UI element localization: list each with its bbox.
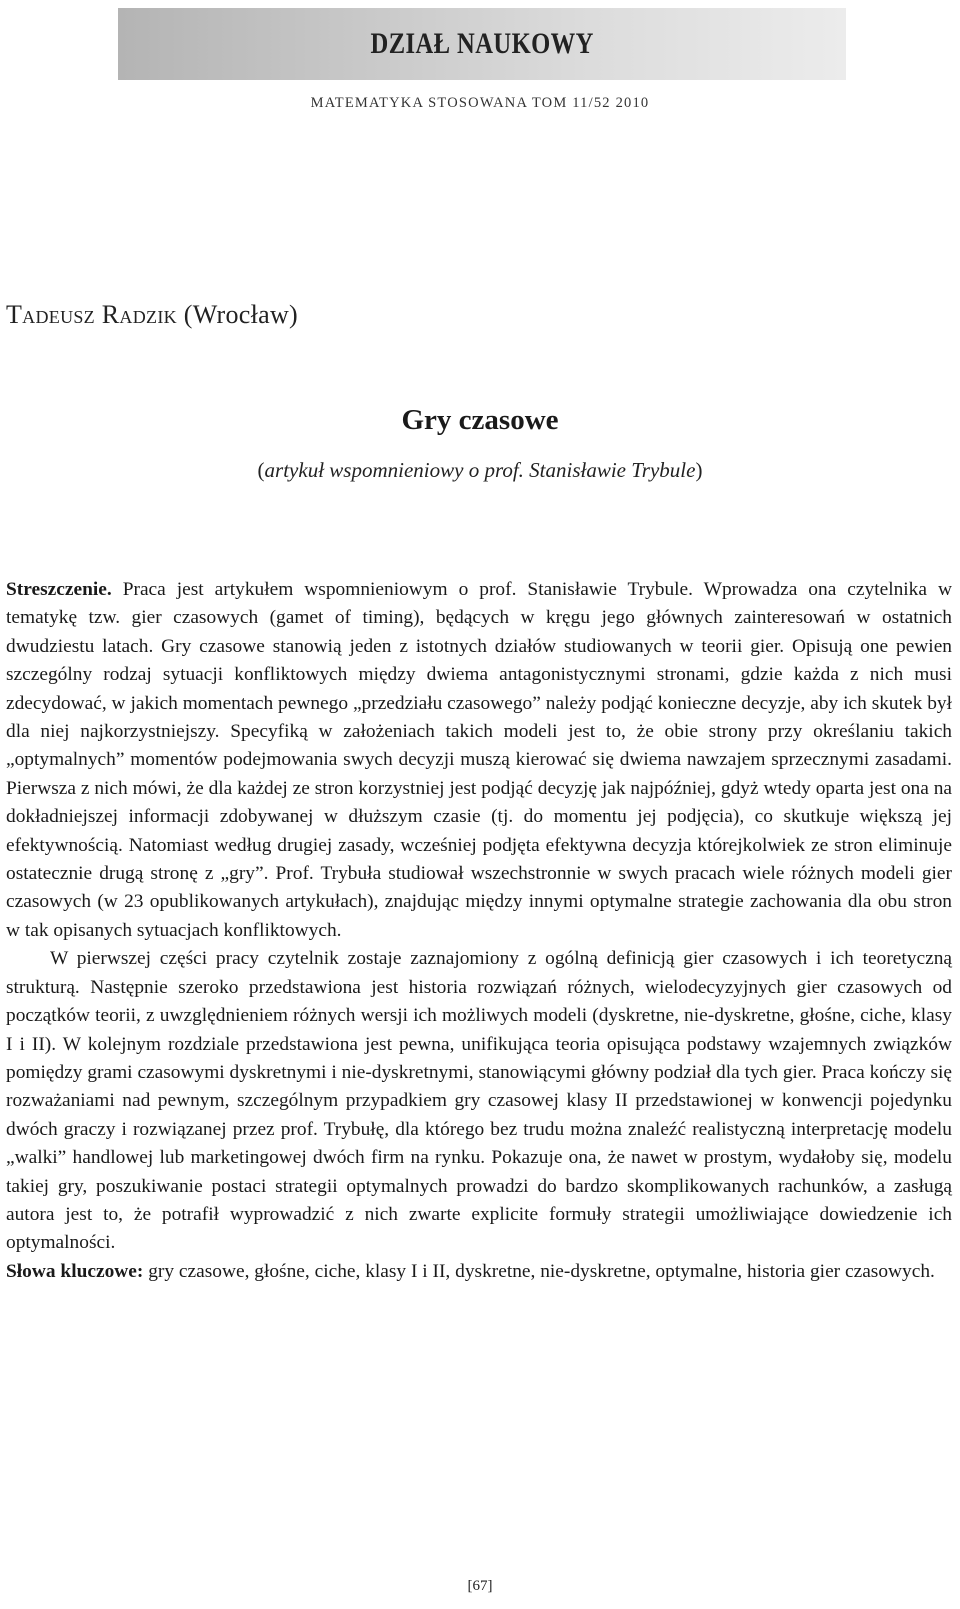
article-subtitle bbox=[0, 458, 960, 483]
section-banner bbox=[118, 8, 846, 80]
abstract-label: Streszczenie. bbox=[6, 579, 112, 600]
subtitle-close-paren: ) bbox=[695, 458, 703, 482]
journal-line: MATEMATYKA STOSOWANA TOM 11/52 2010 bbox=[310, 95, 650, 111]
abstract bbox=[6, 576, 952, 1286]
abstract-paragraph-1 bbox=[6, 576, 952, 945]
subtitle-text: artykuł wspomnieniowy o prof. Stanisławie Trybule bbox=[264, 458, 696, 482]
author-name: Tadeusz Radzik bbox=[6, 300, 177, 329]
author-line bbox=[6, 300, 298, 330]
abstract-text-1: Praca jest artykułem wspomnieniowym o prof. Stanisławie Trybule. Wprowadza ona czytelnika w tematykę tzw. gier czasowych (gamet of timing), będących w kręgu jego głównych zainteresowań w ostatnich dwudziestu latach. Gry czasowe stanowią jeden z istotnych działów studiowanych w teorii gier. Opisują one pewien szczególny rodzaj sytuacji konfliktowych między dwiema antagonistycznymi stronami, gdzie każda z nich musi zdecydować, w jakich momentach pewnego „przedziału czasowego” należy podjąć konieczne decyzje, aby ich skutek był dla niej najkorzystniejszy. Specyfiką w założeniach takich modeli jest to, że obie strony przy określaniu takich „optymalnych” momentów podejmowania swych decyzji muszą kierować się dwiema nawzajem sprzecznymi zasadami. Pierwsza z nich mówi, że dla każdej ze stron korzystniej jest podjąć decyzję jak najpóźniej, gdyż wtedy oparta jest ona na dokładniejszej informacji zdobywanej w dłuższym czasie (tj. do momentu jej podjęcia), co skutkuje większą jej efektywnością. Natomiast według drugiej zasady, wcześniej podjęta efektywna decyzja którejkolwiek ze stron eliminuje ostatecznie drugą stronę z „gry”. Prof. Trybuła studiował wszechstronnie w swych pracach wiele różnych modeli gier czasowych (w 23 opublikowanych artykułach), znajdując między innymi optymalne strategie zachowania dla obu stron w tak opisanych sytuacjach konfliktowych. bbox=[6, 579, 952, 941]
abstract-paragraph-2: W pierwszej części pracy czytelnik zostaje zaznajomiony z ogólną definicją gier czasowych i ich teoretyczną strukturą. Następnie szeroko przedstawiona jest historia rozwiązań różnych, wielodecyzyjnych gier czasowych od początków teorii, z uwzględnieniem różnych wersji ich możliwych modeli (dyskretne, nie-dyskretne, głośne, ciche, klasy I i II). W kolejnym rozdziale przedstawiona jest pewna, unifikująca teoria opisująca podstawy wzajemnych związków pomiędzy grami czasowymi dyskretnymi i nie-dyskretnymi, stanowiącymi główny podział dla tych gier. Praca kończy się rozważaniami nad pewnym, szczególnym przypadkiem gry czasowej klasy II przedstawionej w konwencji pojedynku dwóch graczy i rozwiązanej przez prof. Trybułę, dla którego bez trudu można znaleźć realistyczną interpretację modelu „walki” handlowej lub marketingowej dwóch firm na rynku. Pokazuje ona, że nawet w prostym, wydałoby się, modelu takiej gry, poszukiwanie postaci strategii optymalnych prowadzi do bardzo skomplikowanych rachunków, a zasługą autora jest to, że potrafił wyprowadzić z nich zwarte explicite formuły strategii umożliwiające dowiedzenie ich optymalności. bbox=[6, 948, 952, 1254]
keywords-paragraph bbox=[6, 1258, 952, 1286]
keywords-text: gry czasowe, głośne, ciche, klasy I i II, dyskretne, nie-dyskretne, optymalne, historia gier czasowych. bbox=[148, 1260, 935, 1282]
keywords-label: Słowa kluczowe: bbox=[6, 1260, 144, 1282]
subtitle-open-paren: ( bbox=[257, 458, 265, 482]
article-title: Gry czasowe bbox=[401, 404, 559, 436]
section-title: DZIAŁ NAUKOWY bbox=[370, 27, 594, 60]
page-number: [67] bbox=[467, 1578, 493, 1594]
author-affiliation: (Wrocław) bbox=[183, 300, 298, 329]
